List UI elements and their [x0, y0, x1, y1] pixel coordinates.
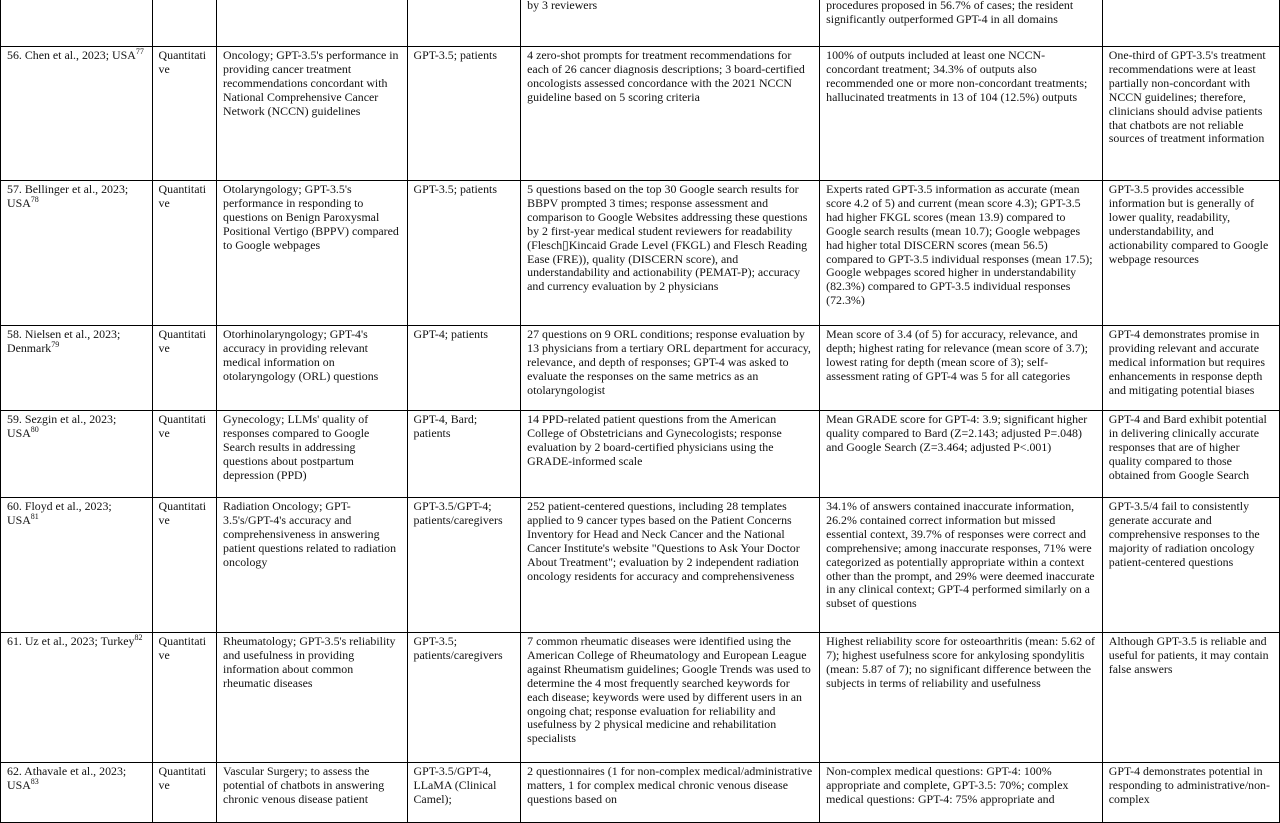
focus-cell: Gynecology; LLMs' quality of responses compared to Google Search results in addressing questions about postpartum depression (PPD) — [217, 411, 407, 498]
table-row — [1, 181, 1280, 326]
result-cell: Experts rated GPT-3.5 information as accurate (mean score 4.2 of 5) and current (mean score 4.3); GPT-3.5 had higher FKGL scores (mean 13.9) compared to Google search results (mean 10.7); Google webpages had higher total DISCERN scores (mean 56.5) compared to GPT-3.5 individual responses (mean 17.5); Google webpages scored higher in understandability (82.3%) compared to GPT-3.5 individual responses (72.3%) — [820, 181, 1103, 326]
study-cell — [1, 763, 153, 823]
study-cell — [1, 181, 153, 326]
conclusion-cell: GPT-4 and Bard exhibit potential in delivering clinically accurate responses that are of higher quality compared to those obtained from Google Search — [1102, 411, 1279, 498]
study-text: 58. Nielsen et al., 2023; Denmark — [7, 327, 121, 355]
method-cell: 5 questions based on the top 30 Google search results for BBPV prompted 3 times; response assessment and comparison to Google Websites addressing these questions by 2 first-year medical student reviewers for readability (Flesch▯Kincaid Grade Level (FKGL) and Flesch Reading Ease (FRE)), quality (DISCERN score), and understandability and actionability (PEMAT-P); accuracy and currency evaluation by 2 physicians — [521, 181, 820, 326]
focus-cell: Vascular Surgery; to assess the potential of chatbots in answering chronic venous disease patient — [217, 763, 407, 823]
result-cell: 34.1% of answers contained inaccurate information, 26.2% contained correct information but missed essential context, 39.7% of responses were correct and comprehensive; among inaccurate responses, 71% were categorized as potentially appropriate within a context other than the prompt, and 29% were deemed inaccurate in any clinical context; GPT-4 performed similarly on a subset of questions — [820, 498, 1103, 633]
model-cell: GPT-4, Bard; patients — [407, 411, 521, 498]
model-cell: GPT-3.5; patients/caregivers — [407, 633, 521, 763]
model-cell: GPT-3.5; patients — [407, 47, 521, 181]
study-text: 62. Athavale et al., 2023; USA — [7, 764, 127, 792]
method-cell: 252 patient-centered questions, including 28 templates applied to 9 cancer types based on the Patient Concerns Inventory for Head and Neck Cancer and the National Cancer Institute's website "Questions to Ask Your Doctor About Treatment"; evaluation by 2 independent radiation oncology residents for accuracy and comprehensiveness — [521, 498, 820, 633]
type-cell: Quantitative — [152, 181, 217, 326]
table-row — [1, 411, 1280, 498]
table-row — [1, 763, 1280, 823]
method-cell: 4 zero-shot prompts for treatment recommendations for each of 26 cancer diagnosis descriptions; 3 board-certified oncologists assessed concordance with the 2021 NCCN guideline based on 5 scoring criteria — [521, 47, 820, 181]
model-cell: GPT-4; patients — [407, 326, 521, 411]
reference-number: 77 — [135, 47, 144, 57]
table-row — [1, 498, 1280, 633]
result-cell: 100% of outputs included at least one NCCN-concordant treatment; 34.3% of outputs also recommended one or more non-concordant treatments; hallucinated treatments in 13 of 104 (12.5%) outputs — [820, 47, 1103, 181]
study-cell — [1, 633, 153, 763]
reference-number: 82 — [134, 633, 143, 643]
focus-cell: Otorhinolaryngology; GPT-4's accuracy in providing relevant medical information on otolaryngology (ORL) questions — [217, 326, 407, 411]
type-cell: Quantitative — [152, 763, 217, 823]
result-cell: Non-complex medical questions: GPT-4: 100% appropriate and complete, GPT-3.5: 70%; complex medical questions: GPT-4: 75% appropriate and — [820, 763, 1103, 823]
reference-number: 80 — [30, 424, 39, 434]
method-cell: by 3 reviewers — [521, 0, 820, 47]
focus-cell: Oncology; GPT-3.5's performance in providing cancer treatment recommendations concordant with National Comprehensive Cancer Network (NCCN) guidelines — [217, 47, 407, 181]
focus-cell — [217, 0, 407, 47]
conclusion-cell: GPT-4 demonstrates promise in providing relevant and accurate medical information but requires enhancements in response depth and mitigating potential biases — [1102, 326, 1279, 411]
type-cell: Quantitative — [152, 411, 217, 498]
reference-number: 78 — [30, 194, 39, 204]
conclusion-cell: GPT-4 demonstrates potential in responding to administrative/non-complex — [1102, 763, 1279, 823]
study-text: 60. Floyd et al., 2023; USA — [7, 499, 112, 527]
type-cell: Quantitative — [152, 47, 217, 181]
method-cell: 27 questions on 9 ORL conditions; response evaluation by 13 physicians from a tertiary ORL department for accuracy, relevance, and depth of responses; GPT-4 was asked to evaluate the responses on the same metrics as an otolaryngologist — [521, 326, 820, 411]
model-cell: GPT-3.5/GPT-4; patients/caregivers — [407, 498, 521, 633]
type-cell: Quantitative — [152, 633, 217, 763]
table-row — [1, 47, 1280, 181]
focus-cell: Radiation Oncology; GPT-3.5's/GPT-4's accuracy and comprehensiveness in answering patient questions related to radiation oncology — [217, 498, 407, 633]
table-row — [1, 0, 1280, 47]
table-row — [1, 633, 1280, 763]
method-cell: 7 common rheumatic diseases were identified using the American College of Rheumatology and European League against Rheumatism guidelines; Google Trends was used to determine the 4 most frequently searched keywords for each disease; keywords were used by different users in an ongoing chat; response evaluation for reliability and usefulness by 2 physical medicine and rehabilitation specialists — [521, 633, 820, 763]
conclusion-cell: GPT-3.5 provides accessible information but is generally of lower quality, readability, understandability, and actionability compared to Google webpage resources — [1102, 181, 1279, 326]
reference-number: 79 — [51, 339, 60, 349]
type-cell: Quantitative — [152, 498, 217, 633]
method-cell: 14 PPD-related patient questions from the American College of Obstetricians and Gynecologists; response evaluation by 2 board-certified physicians using the GRADE-informed scale — [521, 411, 820, 498]
result-cell: Highest reliability score for osteoarthritis (mean: 5.62 of 7); highest usefulness score for ankylosing spondylitis (mean: 5.87 of 7); no significant difference between the subjects in terms of reliability and usefulness — [820, 633, 1103, 763]
result-cell: Mean score of 3.4 (of 5) for accuracy, relevance, and depth; highest rating for relevance (mean score of 3.7); lowest rating for depth (mean score of 3); self-assessment rating of GPT-4 was 5 for all categories — [820, 326, 1103, 411]
type-cell: Quantitative — [152, 326, 217, 411]
study-text: 57. Bellinger et al., 2023; USA — [7, 182, 129, 210]
conclusion-cell: Although GPT-3.5 is reliable and useful for patients, it may contain false answers — [1102, 633, 1279, 763]
focus-cell: Otolaryngology; GPT-3.5's performance in responding to questions on Benign Paroxysmal Positional Vertigo (BPPV) compared to Google webpages — [217, 181, 407, 326]
reference-number: 81 — [30, 511, 39, 521]
table-row — [1, 326, 1280, 411]
conclusion-cell: One-third of GPT-3.5's treatment recommendations were at least partially non-concordant with NCCN guidelines; therefore, clinicians should advise patients that chatbots are not reliable sources of treatment information — [1102, 47, 1279, 181]
study-cell — [1, 411, 153, 498]
focus-cell: Rheumatology; GPT-3.5's reliability and usefulness in providing information about common rheumatic diseases — [217, 633, 407, 763]
study-cell — [1, 326, 153, 411]
model-cell — [407, 0, 521, 47]
study-text: 59. Sezgin et al., 2023; USA — [7, 412, 117, 440]
method-cell: 2 questionnaires (1 for non-complex medical/administrative matters, 1 for complex medical chronic venous disease questions based on — [521, 763, 820, 823]
model-cell: GPT-3.5; patients — [407, 181, 521, 326]
study-text: 56. Chen et al., 2023; USA — [7, 48, 136, 62]
study-cell — [1, 47, 153, 181]
model-cell: GPT-3.5/GPT-4, LLaMA (Clinical Camel); — [407, 763, 521, 823]
study-cell — [1, 0, 153, 47]
study-cell — [1, 498, 153, 633]
type-cell — [152, 0, 217, 47]
conclusion-cell — [1102, 0, 1279, 47]
conclusion-cell: GPT-3.5/4 fail to consistently generate accurate and comprehensive responses to the majority of radiation oncology patient-centered questions — [1102, 498, 1279, 633]
result-cell: Mean GRADE score for GPT-4: 3.9; significant higher quality compared to Bard (Z=2.143; adjusted P=.048) and Google Search (Z=3.464; adjusted P<.001) — [820, 411, 1103, 498]
study-text: 61. Uz et al., 2023; Turkey — [7, 634, 135, 648]
result-cell: procedures proposed in 56.7% of cases; the resident significantly outperformed GPT-4 in all domains — [820, 0, 1103, 47]
reference-number: 83 — [30, 776, 39, 786]
